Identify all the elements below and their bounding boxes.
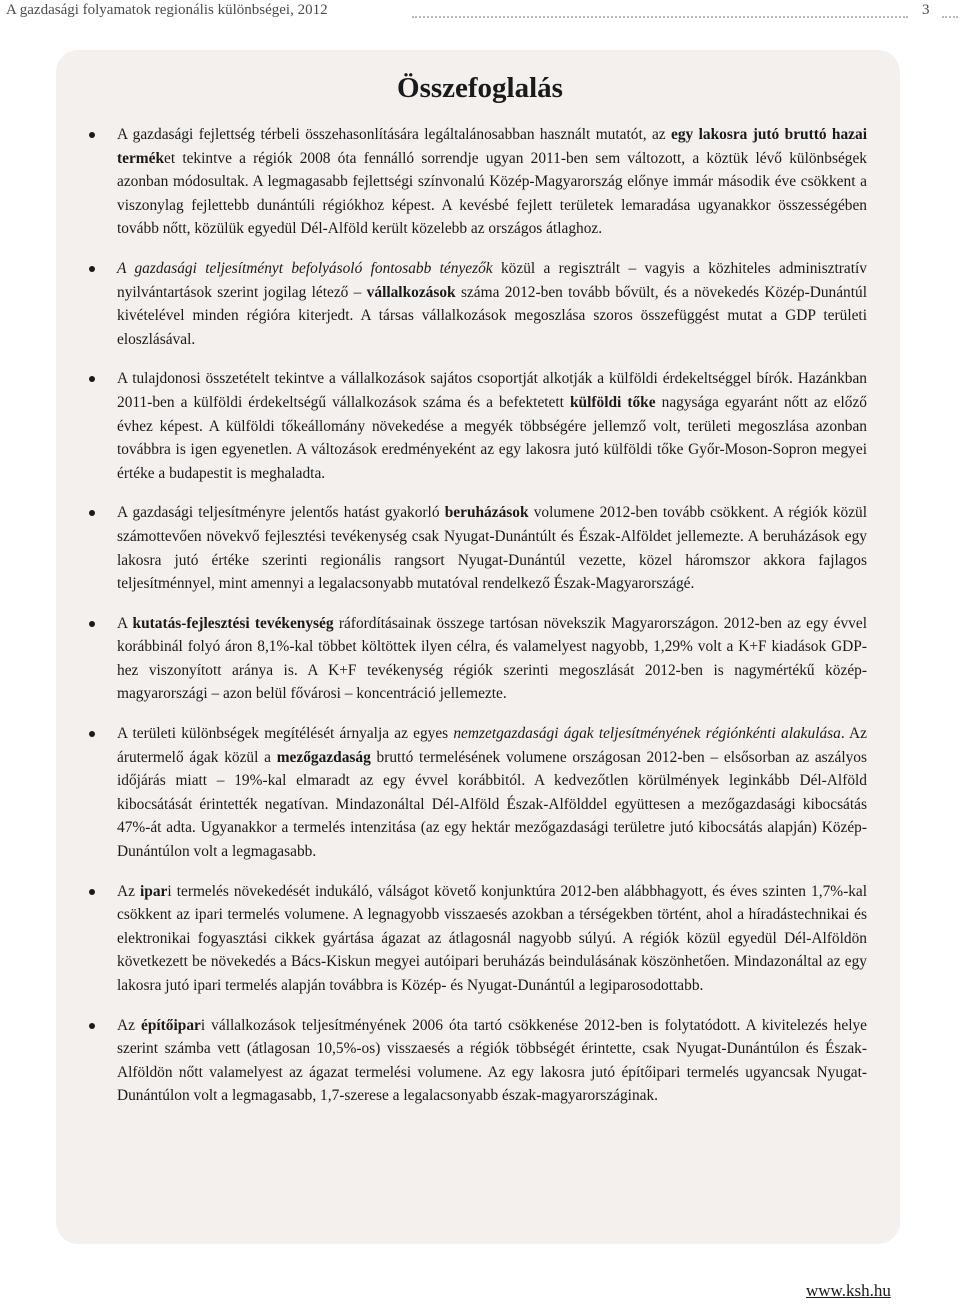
bullet-text: A gazdasági teljesítményre jelentős hatást gyakorló [117, 504, 445, 522]
bold-term: beruházások [444, 504, 529, 522]
summary-bullet-list [117, 123, 867, 1124]
bold-term: kutatás-fejlesztési tevékenység [132, 614, 334, 632]
summary-bullet [117, 612, 867, 706]
bullet-text: A [117, 614, 133, 632]
italic-term: A gazdasági teljesítményt befolyásoló fontosabb tényezők [117, 259, 493, 277]
bullet-text: A tulajdonosi összetételt tekintve a vállalkozások sajátos csoportját alkotják a külföldi érdekeltséggel bírók. Hazánkban 2011-ben a külföldi érdekeltségű vállalkozások száma és a befektetett [117, 370, 867, 411]
bullet-text: i termelés növekedését indukáló, válságot követő konjunktúra 2012-ben alábbhagyott, és éves szinten 1,7%-kal csökkent az ipari termelés volumene. A legnagyobb visszaesés azokban a térségekben történt, ahol a híradástechnikai és elektronikai fogyasztási cikkek gyártása ágazat az átlagosnál nagyobb súlyú. A régiók közül egyedül Dél-Alföldön következett be növekedés a Bács-Kiskun megyei autóipari beruházás beindulásának köszönhetően. Mindazonáltal az egy lakosra jutó ipari termelés alapján továbbra is Közép- és Nyugat-Dunántúl a legiparosodottabb. [117, 882, 868, 994]
bullet-text: A területi különbségek megítélését árnyalja az egyes [117, 725, 454, 743]
summary-bullet [117, 1014, 867, 1108]
summary-bullet [117, 257, 867, 351]
summary-bullet [117, 722, 867, 864]
bullet-text: A gazdasági fejlettség térbeli összehasonlítására legáltalánosabban használt mutatót, az [117, 126, 672, 143]
bullet-text: ráfordításainak összege tartósan növekszik Magyarországon. 2012-ben az egy évvel korábbinál folyó áron 8,1%-kal többet költöttek ilyen célra, és valamelyest nagyobb, 1,29% volt a K+F kiadások GDP-hez viszonyított aránya is. A K+F tevékenység régiók szerinti megoszlását 2012-ben is nagymértékű közép-magyarországi – azon belül fővárosi – koncentráció jellemezte. [117, 614, 867, 703]
bold-term: építőipar [141, 1016, 201, 1034]
italic-term: nemzetgazdasági ágak teljesítményének régiónkénti alakulása [453, 725, 841, 743]
bullet-text: i vállalkozások teljesítményének 2006 óta tartó csökkenése 2012-ben is folytatódott. A kivitelezés helye szerint számba vett (átlagosan 10,5%-os) visszaesés a régiók többségét érintette, csak Nyugat-Dunántúlon és Észak-Alföldön nőtt valamelyest az ágazat termelési volumene. Az egy lakosra jutó építőipari termelés ugyancsak Nyugat-Dunántúlon volt a legmagasabb, 1,7-szerese a legalacsonyabb észak-magyarországinak. [117, 1016, 868, 1105]
bullet-text: bruttó termelésének volumene országosan 2012-ben – elsősorban az aszályos időjárás miatt – 19%-kal elmaradt az egy évvel korábbitól. A kedvezőtlen körülmények leginkább Dél-Alföld kibocsátását érintették negatívan. Mindazonáltal Dél-Alföld Észak-Alfölddel együttesen a mezőgazdasági kibocsátás 47%-át adta. Ugyanakkor a termelés intenzitása (az egy hektár mezőgazdasági területre jutó kibocsátás alapján) Közép-Dunántúlon volt a legmagasabb. [117, 748, 867, 861]
page-header [0, 0, 960, 26]
running-title: A gazdasági folyamatok regionális különbségei, 2012 [6, 2, 328, 18]
bold-term: mezőgazdaság [276, 748, 371, 766]
bold-term: egy lakosra jutó bruttó hazai termék [117, 126, 867, 167]
summary-bullet [117, 501, 867, 595]
summary-bullet [117, 123, 867, 241]
bullet-text: közül a regisztrált – vagyis a közhiteles adminisztratív nyilvántartások szerint jogilag létező – [117, 259, 867, 301]
bullet-text: nagysága egyaránt nőtt az előző évhez képest. A külföldi tőkeállomány növekedése a megyék többségére jellemző volt, területi megoszlása azonban továbbra is igen egyenetlen. A változások eredményeként az egy lakosra jutó külföldi tőke Győr-Moson-Sopron megyei értéke a budapestit is meghaladta. [117, 393, 867, 482]
summary-bullet [117, 880, 867, 998]
section-title: Összefoglalás [397, 72, 563, 104]
bullet-text: volumene 2012-ben tovább csökkent. A régiók közül számottevően növekvő fejlesztési tevékenység csak Nyugat-Dunántúlt és Észak-Alföldet jellemezte. A beruházások egy lakosra jutó értéke szerinti regionális rangsort Nyugat-Dunántúl vezette, közel háromszor akkora fajlagos teljesítménnyel, mint amennyi a legalacsonyabb mutatóval rendelkező Észak-Magyarországé. [117, 504, 868, 593]
bold-term: vállalkozások [366, 283, 456, 301]
bold-term: külföldi tőke [569, 393, 656, 411]
summary-bullet [117, 367, 867, 485]
header-dotted-rule-end [942, 16, 958, 18]
bullet-text: Az [117, 882, 141, 900]
bullet-text: száma 2012-ben tovább bővült, és a növekedés Közép-Dunántúl kivételével minden régióra kiterjedt. A társas vállalkozások megoszlása szoros összefüggést mutat a GDP területi eloszlásával. [117, 283, 867, 348]
bullet-text: . Az árutermelő ágak közül a [117, 725, 867, 766]
bold-term: ipar [140, 882, 168, 900]
bullet-text: et tekintve a régiók 2008 óta fennálló sorrendje ugyan 2011-ben sem változott, a köztük lévő különbségek azonban módosultak. A legmagasabb fejlettségi színvonalú Közép-Magyarország előnye immár második éve csökkent a viszonylag fejlettebb dunántúli régiókhoz képest. A kevésbé fejlett területek lemaradása ugyanakkor összességében tovább nőtt, közülük egyedül Dél-Alföld került közelebb az országos átlaghoz. [117, 149, 867, 238]
page-number: 3 [922, 2, 930, 18]
website-link[interactable]: www.ksh.hu [806, 1281, 891, 1300]
header-dotted-rule [412, 16, 908, 18]
bullet-text: Az [117, 1016, 141, 1034]
